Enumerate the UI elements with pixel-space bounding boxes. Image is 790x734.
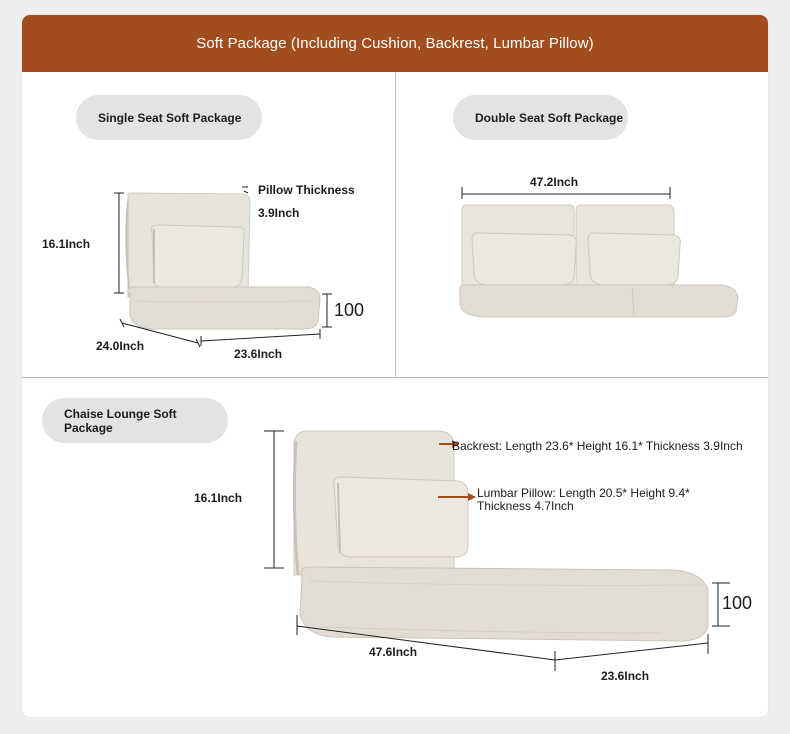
chaise-width-label: 23.6Inch [601,669,650,683]
double-seat-title: Double Seat Soft Package [475,110,624,125]
chaise-illustration [22,15,768,717]
chaise-height-label: 16.1Inch [194,491,243,505]
single-width-label: 23.6Inch [234,347,283,361]
chaise-title: Chaise Lounge Soft Package [64,406,177,435]
single-seat-title: Single Seat Soft Package [98,110,242,125]
double-width-label: 47.2Inch [530,175,579,189]
single-depth-label: 24.0Inch [96,339,145,353]
chaise-backrest-note: Backrest: Length 23.6* Height 16.1* Thickness 3.9Inch [452,439,743,453]
product-card [22,15,768,717]
chaise-seat-height-label: 100 [722,593,753,613]
single-pillow-thickness-value: 3.9Inch [258,206,300,220]
single-pillow-thickness-label: Pillow Thickness [258,183,355,197]
chaise-length-label: 47.6Inch [369,645,418,659]
chaise-lumbar-note-line1: Lumbar Pillow: Length 20.5* Height 9.4* [477,486,690,500]
single-seat-height-label: 100 [334,300,365,320]
chaise-lumbar-note-line2: Thickness 4.7Inch [477,499,574,513]
header-title: Soft Package (Including Cushion, Backrest, Lumbar Pillow) [196,35,594,52]
single-height-label: 16.1Inch [42,237,91,251]
